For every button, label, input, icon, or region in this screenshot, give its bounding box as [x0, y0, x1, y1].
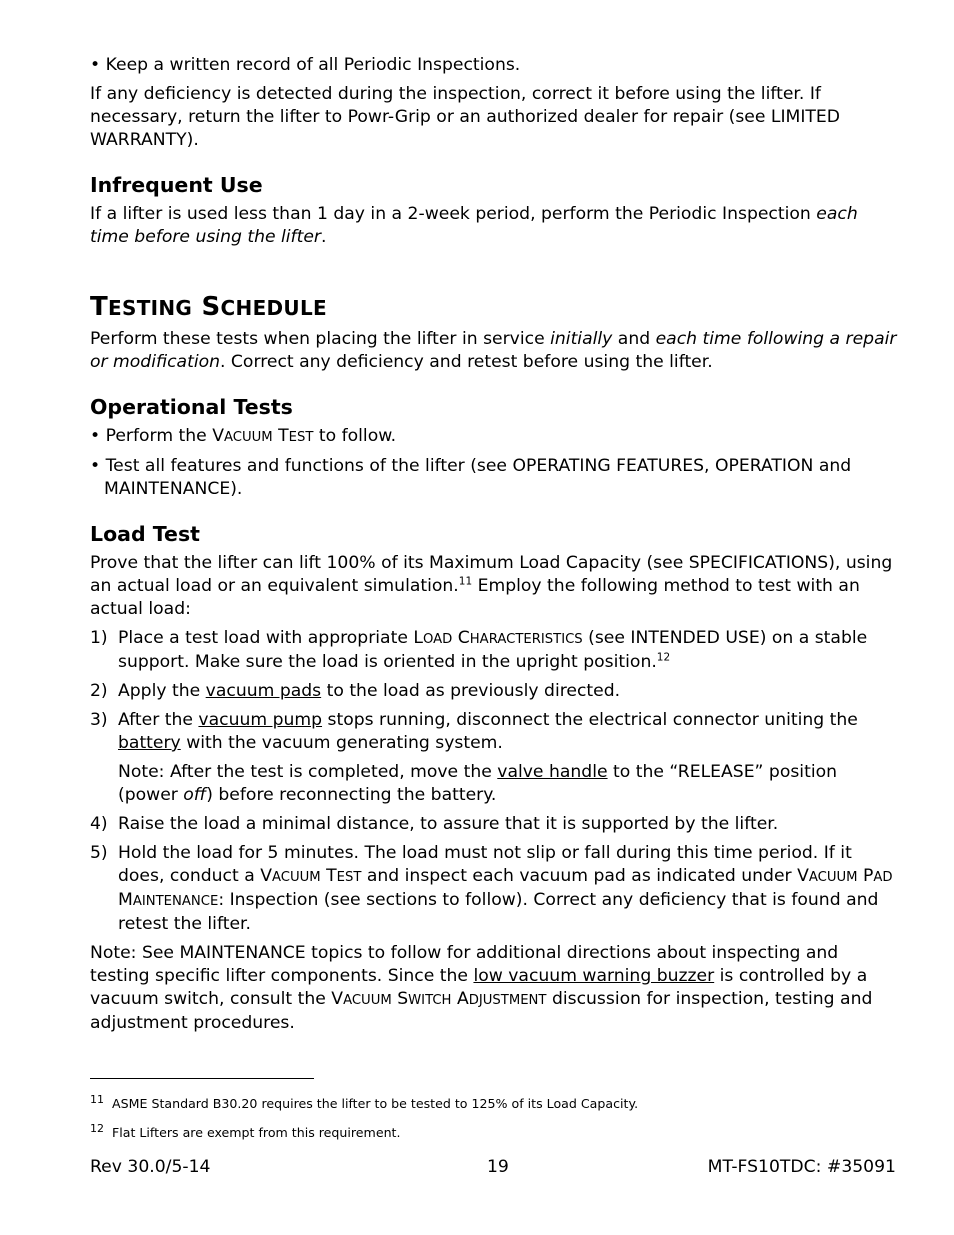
page-body [90, 54, 900, 1041]
footnote-12: $^{12}$ Flat Lifters are exempt from this requirement. [90, 1121, 401, 1140]
footnote-ref-11[interactable]: 11 [458, 575, 473, 588]
link-battery[interactable]: battery [118, 733, 181, 753]
footer-revision: Rev 30.0/5-14 [90, 1157, 211, 1177]
deficiency-paragraph: If any deficiency is detected during the inspection, correct it before using the lifter. If necessary, return the lifter to Powr-Grip or an authorized dealer for repair (see LIMITED WARRANTY). [90, 84, 841, 150]
heading-testing-schedule: TESTING SCHEDULE [90, 292, 327, 322]
link-vacuum-pads[interactable]: vacuum pads [205, 681, 322, 701]
bullet-written-record: • Keep a written record of all Periodic Inspections. [90, 55, 521, 75]
load-intro: Prove that the lifter can lift 100% of its Maximum Load Capacity (see SPECIFICATIONS), using an actual load or an equivalent simulation.$^{11}$ Employ the following method to test with an actual load: [90, 553, 893, 619]
step3-note: Note: After the test is completed, move the valve handle to the “RELEASE” position (power off) before reconnecting the battery. [118, 762, 838, 805]
heading-infrequent-use: Infrequent Use [90, 173, 263, 197]
link-valve-handle[interactable]: valve handle [497, 762, 608, 782]
link-vacuum-pump[interactable]: vacuum pump [198, 710, 323, 730]
footnote-ref-12[interactable]: 12 [656, 651, 671, 664]
heading-operational-tests: Operational Tests [90, 395, 293, 419]
list-item: 3) After the vacuum pump stops running, disconnect the electrical connector uniting the battery with the vacuum generating system. Note: After the test is completed, move the valve handle to the “RELEASE” position (power off) before reconnecting the battery. [90, 709, 900, 807]
list-item: 2) Apply the vacuum pads to the load as previously directed. [90, 681, 621, 701]
heading-load-test: Load Test [90, 522, 200, 546]
list-item: 1) Place a test load with appropriate LOAD CHARACTERISTICS (see INTENDED USE) on a stable support. Make sure the load is oriented in the upright position.$^{12}$ [90, 628, 868, 672]
list-item: 4) Raise the load a minimal distance, to assure that it is supported by the lifter. [90, 814, 779, 834]
footer-document-id: MT-FS10TDC: #35091 [707, 1157, 896, 1177]
load-test-steps [90, 627, 900, 936]
footnote-11: $^{11}$ ASME Standard B30.20 requires the lifter to be tested to 125% of its Load Capacity. [90, 1092, 639, 1111]
link-low-vacuum-warning-buzzer[interactable]: low vacuum warning buzzer [473, 966, 715, 986]
testing-intro: Perform these tests when placing the lifter in service initially and each time following a repair or modification. Correct any deficiency and retest before using the lifter. [90, 329, 897, 372]
maintenance-note: Note: See MAINTENANCE topics to follow for additional directions about inspecting and testing specific lifter components. Since the low vacuum warning buzzer is controlled by a vacuum switch, consult the VACUUM SWITCH ADJUSTMENT discussion for inspection, testing and adjustment procedures. [90, 943, 873, 1033]
footnote-divider [90, 1078, 314, 1079]
footer-page-number: 19 [487, 1157, 509, 1177]
infrequent-paragraph: If a lifter is used less than 1 day in a 2-week period, perform the Periodic Inspection each time before using the lifter. [90, 204, 858, 247]
list-item: 5) Hold the load for 5 minutes. The load must not slip or fall during this time period. If it does, conduct a VACUUM TEST and inspect each vacuum pad as indicated under VACUUM PAD MAINTENANCE: Inspection (see sections to follow). Correct any deficiency that is found and retest the lifter. [90, 843, 893, 934]
bullet-test-features: • Test all features and functions of the lifter (see OPERATING FEATURES, OPERATION and MAINTENANCE). [90, 456, 852, 499]
bullet-vacuum-test: • Perform the VACUUM TEST to follow. [90, 426, 397, 446]
